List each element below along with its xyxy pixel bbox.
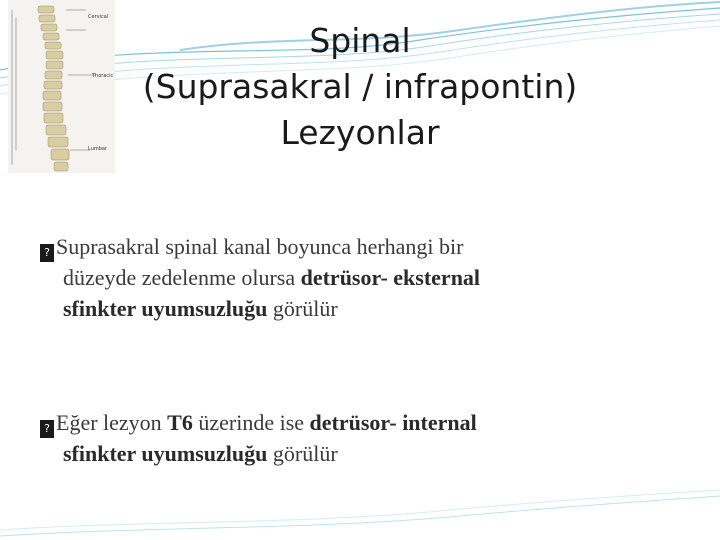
spine-illustration bbox=[8, 0, 115, 173]
spine-label-lumbar: Lumbar bbox=[88, 146, 108, 152]
spine-label-cervical: Cervical bbox=[88, 14, 109, 20]
bullet-marker-icon: ? bbox=[40, 420, 54, 438]
bullet-item-1 bbox=[40, 231, 670, 324]
bullet-1-line-3: sfinkter uyumsuzluğu görülür bbox=[63, 296, 338, 321]
bullet-1-emphasis-1: detrüsor- eksternal bbox=[300, 265, 481, 290]
bullet-1-emphasis-2: sfinkter uyumsuzluğu bbox=[63, 296, 268, 321]
slide-title bbox=[110, 18, 610, 156]
title-line-2: (Suprasakral / infrapontin) bbox=[142, 67, 578, 106]
bullet-1-line-1: Suprasakral spinal kanal boyunca herhangi bir bbox=[56, 234, 464, 259]
spine-label-thoracic: Thoracic bbox=[92, 73, 114, 79]
bullet-2-emphasis-t6: T6 bbox=[167, 410, 193, 435]
title-line-3: Lezyonlar bbox=[280, 113, 440, 152]
bullet-2-line-1: Eğer lezyon T6 üzerinde ise detrüsor- internal bbox=[56, 410, 477, 435]
bullet-2-line-2: sfinkter uyumsuzluğu görülür bbox=[63, 441, 338, 466]
bullet-1-line-2: düzeyde zedelenme olursa detrüsor- eksternal bbox=[63, 265, 481, 290]
bullet-item-2 bbox=[40, 407, 670, 469]
bullet-marker-icon: ? bbox=[40, 244, 54, 262]
bullet-2-emphasis-2: sfinkter uyumsuzluğu bbox=[63, 441, 268, 466]
bottom-wave-decoration bbox=[0, 470, 720, 540]
bullet-2-emphasis-1: detrüsor- internal bbox=[309, 410, 477, 435]
title-line-1: Spinal bbox=[309, 21, 411, 60]
